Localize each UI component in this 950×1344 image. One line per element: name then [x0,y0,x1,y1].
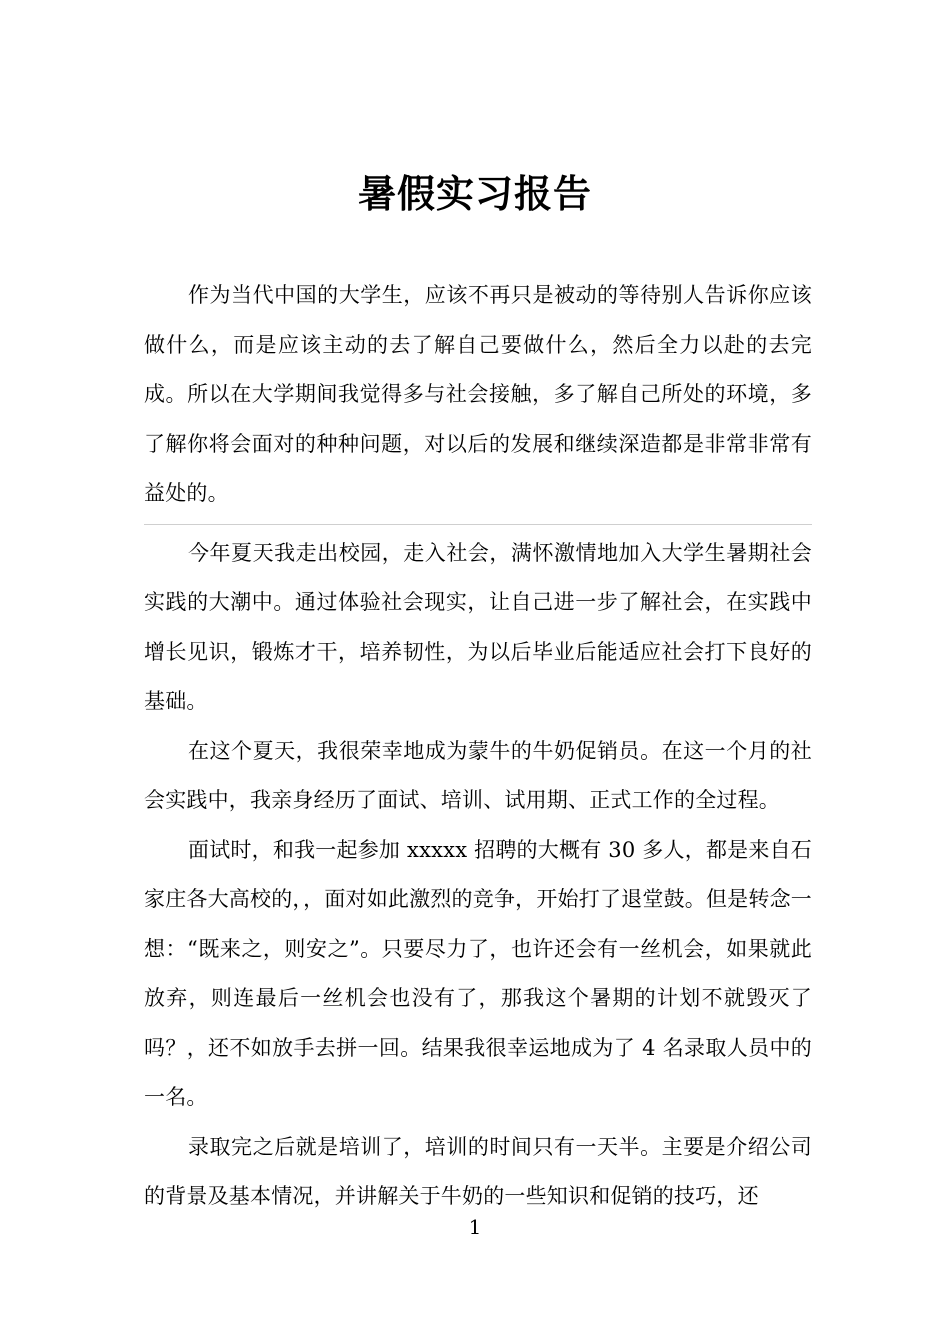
paragraph-training: 录取完之后就是培训了，培训的时间只有一天半。主要是介绍公司的背景及基本情况，并讲解关于牛奶的一些知识和促销的技巧，还 [144,1134,812,1208]
paragraph-interview: 面试时，和我一起参加 xxxxx 招聘的大概有 30 多人，都是来自石家庄各大高校的，，面对如此激烈的竞争，开始打了退堂鼓。但是转念一想：“既来之，则安之”。只要尽力了，也许还会有一丝机会，如果就此放弃，则连最后一丝机会也没有了，那我这个暑期的计划不就毁灭了吗？，还不如放手去拼一回。结果我很幸运地成为了 4 名录取人员中的一名。 [144,837,812,1109]
paragraph-intro: 作为当代中国的大学生，应该不再只是被动的等待别人告诉你应该做什么，而是应该主动的去了解自己要做什么，然后全力以赴的去完成。所以在大学期间我觉得多与社会接触，多了解自己所处的环境，多了解你将会面对的种种问题，对以后的发展和继续深造都是非常非常有益处的。 [144,271,812,525]
paragraph-promoter: 在这个夏天，我很荣幸地成为蒙牛的牛奶促销员。在这一个月的社会实践中，我亲身经历了面试、培训、试用期、正式工作的全过程。 [144,738,812,812]
page-number: 1 [468,1215,482,1239]
paragraph-summer: 今年夏天我走出校园，走入社会，满怀激情地加入大学生暑期社会实践的大潮中。通过体验社会现实，让自己进一步了解社会，在实践中增长见识，锻炼才干，培养韧性，为以后毕业后能适应社会打下良好的基础。 [144,540,812,713]
document-body [144,271,812,1222]
document-title: 暑假实习报告 [357,172,592,216]
